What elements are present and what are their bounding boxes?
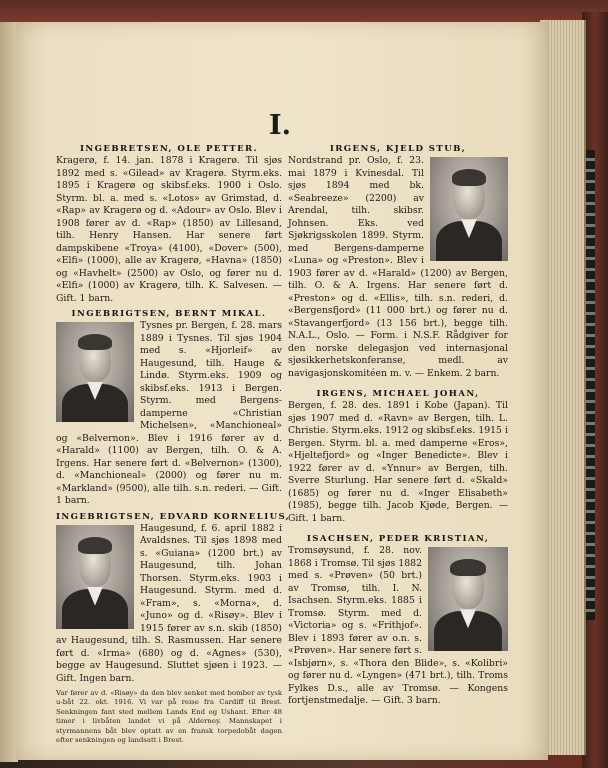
entry-text: Haugesund, f. 6. april 1882 i Avaldsnes. Til sjøs 1898 med s. «Guiana» (1200 brt.) av Haugesund, tilh. Johan Thorsen. Styrm.eks. 1903 i Haugesund. Styrm. med d. «Fram», s. «Morna», d. «Juno» og d. «Risøy». Blev i 1915 fører av s.n. skib (1850) av Haugesund, tilh. S. Rasmussen. Har senere ført d. «Irma» (680) og d. «Agnes» (530), begge av Haugesund. Sluttet sjøen i 1923. — Gift. Ingen barn. bbox=[56, 522, 282, 684]
portrait-photo bbox=[428, 547, 508, 651]
portrait-photo bbox=[430, 157, 508, 261]
entry-ingebrigtsen-edvard bbox=[56, 511, 291, 746]
book-cover-top bbox=[0, 0, 608, 22]
entry-text: Tromsøysund, f. 28. nov. 1868 i Tromsø. Til sjøs 1882 med s. «Prøven» (50 brt.) av Tromsø, tilh. I. N. Isachsen. Styrm.eks. 1885 i Tromsø. Styrm. med d. «Victoria» og s. «Frithjof». Blev i 1893 fører av o.n. s. «Prøven». Har senere ført s. «Isbjørn», s. «Thora den Blide», s. «Kolibri» og fører nu d. «Lyngen» (471 brt.), tilh. Troms Fylkes D.s., alle av Tromsø. — Kongens fortjenstmedalje. — Gift. 3 barn. bbox=[288, 545, 508, 706]
entry-name: INGEBRETSEN, OLE PETTER. bbox=[79, 144, 258, 154]
portrait-photo bbox=[56, 525, 134, 629]
entry-irgens-michael bbox=[288, 388, 508, 525]
entry-isachsen bbox=[288, 533, 508, 708]
left-column bbox=[56, 143, 291, 745]
entry-name: IRGENS, MICHAEL JOHAN, bbox=[316, 389, 480, 399]
entry-ingebretsen bbox=[56, 143, 282, 305]
entry-text: Tysnes pr. Bergen, f. 28. mars 1889 i Tysnes. Til sjøs 1904 med s. «Hjorleif» av Haugesund, tilh. Hauge & Lindø. Styrm.eks. 1909 og skibsf.eks. 1913 i Bergen. Styrm. med Bergens-damperne «Christian Michelsen», «Manchioneal» og «Belvernon». Blev i 1916 fører av d. «Harald» (1100) av Bergen, tilh. O. & A. Irgens. Har senere ført d. «Belvernon» (1300), d. «Manchioneal» (2000) og fører nu m. «Markland» (9500), alle tilh. s.n. rederi. — Gift. 1 barn. bbox=[56, 320, 282, 506]
entry-ingebrigtsen-bernt bbox=[56, 308, 282, 508]
entry-name: INGEBRIGTSEN, EDVARD KORNELIUS, bbox=[56, 511, 291, 522]
right-column bbox=[288, 143, 508, 708]
entry-name: IRGENS, KJELD STUB, bbox=[329, 144, 467, 154]
entry-text: Kragerø, f. 14. jan. 1878 i Kragerø. Til sjøs 1892 med s. «Gilead» av Kragerø. Styrm.eks. 1895 i Kragerø og skibsf.eks. 1900 i Oslo. Styrm. bl. a. med s. «Lotos» av Grimstad, d. «Rap» av Kragerø og d. «Adour» av Oslo. Blev i 1908 fører av d. «Rap» (1850) av Lillesand, tilh. Henry Hansen. Har senere ført dampskibene «Troya» (4100), «Dover» (500), «Elfi» (1000), alle av Kragerø, «Havna» (1850) og «Havhelt» (2500) av Oslo, og fører nu d. «Elfi» (1000) av Kragerø, tilh. K. Salvesen. — Gift. 1 barn. bbox=[56, 155, 282, 304]
section-letter: I. bbox=[268, 110, 292, 141]
entry-text: Bergen, f. 28. des. 1891 i Kobe (Japan). Til sjøs 1907 med d. «Ravn» av Bergen, tilh. L. Christie. Styrm.eks. 1912 og skibsf.eks. 1915 i Bergen. Styrm. bl. a. med damperne «Eros», «Hjeltefjord» og «Inger Benedicte». Blev i 1922 fører av d. «Ynnur» av Bergen, tilh. Sverre Sturlung. Har senere ført d. «Skald» (1685) og fører nu d. «Inger Elisabeth» (1985), begge tilh. Jacob Kjøde, Bergen. — Gift. 1 barn. bbox=[288, 400, 508, 524]
entry-name: INGEBRIGTSEN, BERNT MIKAL. bbox=[71, 309, 267, 319]
entry-name: ISACHSEN, PEDER KRISTIAN, bbox=[306, 534, 490, 544]
entry-irgens-kjeld bbox=[288, 143, 508, 380]
spine-binding bbox=[585, 150, 595, 620]
entry-text: Nordstrand pr. Oslo, f. 23. mai 1879 i Kvinesdal. Til sjøs 1894 med bk. «Seabreeze» (2200) av Arendal, tilh. skibsr. Johnsen. Eks. ved Sjøkrigsskolen 1899. Styrm. med Bergens-damperne «Luna» og «Preston». Blev i 1903 fører av d. «Harald» (1200) av Bergen, tilh. O. & A. Irgens. Har senere ført d. «Preston» og d. «Ellis», tilh. s.n. rederi, d. «Bergensfjord» (11 000 brt.) og fører nu d. «Stavangerfjord» (13 156 brt.), begge tilh. N.A.L., Oslo. — Form. i N.S.F. Rådgiver for den norske delegasjon ved internasjonal sjøsikkerhetskonferanse, medl. av navigasjonskomitéen m. v. — Enkem. 2 barn. bbox=[288, 155, 508, 379]
portrait-photo bbox=[56, 322, 134, 422]
footnote: Var fører av d. «Risøy» da den blev senket med bomber av tysk u-båt 22. okt. 1916. Vi var på reise fra Cardiff til Brest. Senkningen fant sted mellem Lands End og Ushant. Efter 48 timer i livbåten landet vi på Alderney. Mannskapet i styrmannens båt blev optatt av en fransk torpedobåt dagen efter senkningen og landsatt i Brest. bbox=[56, 689, 282, 745]
book-page bbox=[16, 22, 548, 760]
